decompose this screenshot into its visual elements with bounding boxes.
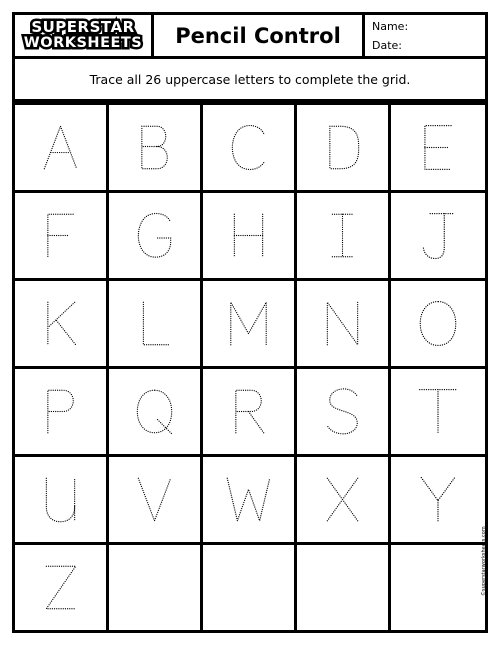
letter-cell-p [15,366,109,454]
trace-path-g [138,214,170,258]
letter-cell-b [109,102,203,190]
dotted-letter-l [109,281,200,366]
trace-path-w [227,478,269,520]
logo-line-1: SUPERSTAR [31,18,135,37]
letter-cell-u [15,454,109,542]
worksheet-title: Pencil Control [175,23,341,48]
dotted-letter-c [203,105,294,190]
letter-cell-x [297,454,391,542]
letter-cell-s [297,366,391,454]
trace-path-h [234,214,262,256]
logo-line-2: WORKSHEETS [23,35,143,52]
title-cell [154,15,365,56]
instructions-text: Trace all 26 uppercase letters to complete the grid. [89,71,411,87]
letter-cell-i [297,190,391,278]
dotted-letter-x [297,457,388,542]
trace-path-a [44,126,76,168]
trace-path-s [327,389,357,434]
dotted-letter-g [109,193,200,278]
trace-path-v [138,478,170,520]
trace-path-e [425,126,451,170]
letter-cell-d [297,102,391,190]
dotted-letter-v [109,457,200,542]
letter-cell-e [391,102,485,190]
dotted-letter-q [109,369,200,454]
dotted-letter-t [391,369,485,454]
trace-path-b [142,126,167,168]
letter-cell-l [109,278,203,366]
date-label: Date: [372,38,402,52]
superstar-worksheets-logo [24,20,142,51]
trace-path-c [232,126,264,170]
dotted-letter-u [15,457,106,542]
dotted-letter-y [391,457,485,542]
trace-path-z [46,566,75,608]
dotted-letter-s [297,369,388,454]
letter-cell-z [15,542,109,630]
dotted-letter-a [15,105,106,190]
dotted-letter-k [15,281,106,366]
trace-path-t [420,390,457,434]
trace-path-n [327,302,357,344]
letter-cell-g [109,190,203,278]
empty-cell [297,542,391,630]
dotted-letter-r [203,369,294,454]
empty-cell [391,542,485,630]
letter-cell-r [203,366,297,454]
letter-cell-j [391,190,485,278]
letter-cell-w [203,454,297,542]
letter-cell-o [391,278,485,366]
letter-cell-n [297,278,391,366]
name-date-cell [365,15,485,56]
dotted-letter-o [391,281,485,366]
dotted-letter-d [297,105,388,190]
letter-cell-c [203,102,297,190]
letter-cell-a [15,102,109,190]
dotted-letter-n [297,281,388,366]
trace-path-q [137,390,172,434]
trace-path-j [423,214,453,259]
trace-path-x [327,478,357,520]
dotted-letter-z [15,545,106,630]
letter-cell-h [203,190,297,278]
trace-path-d [330,126,359,168]
trace-path-f [48,214,73,256]
letter-cell-q [109,366,203,454]
tracing-grid [12,102,488,633]
trace-path-p [48,390,73,432]
letter-cell-y [391,454,485,542]
dotted-letter-b [109,105,200,190]
empty-cell [203,542,297,630]
letter-cell-m [203,278,297,366]
dotted-letter-e [391,105,485,190]
trace-path-i [332,214,352,256]
dotted-letter-i [297,193,388,278]
trace-path-u [46,478,74,521]
dotted-letter-j [391,193,485,278]
letter-cell-v [109,454,203,542]
trace-path-m [231,302,266,344]
empty-cell [109,542,203,630]
letter-cell-k [15,278,109,366]
trace-path-o [420,302,456,346]
dotted-letter-p [15,369,106,454]
dotted-letter-h [203,193,294,278]
trace-path-k [48,302,76,344]
dotted-letter-m [203,281,294,366]
logo-cell [15,15,154,56]
trace-path-y [421,478,454,522]
name-label: Name: [372,19,409,33]
trace-path-r [236,390,264,432]
letter-cell-t [391,366,485,454]
dotted-letter-f [15,193,106,278]
trace-path-l [143,302,168,344]
worksheet-header [12,12,488,59]
dotted-letter-w [203,457,294,542]
copyright-text: ©superstarworksheets.com [481,526,487,596]
instructions-banner [12,59,488,102]
letter-cell-f [15,190,109,278]
